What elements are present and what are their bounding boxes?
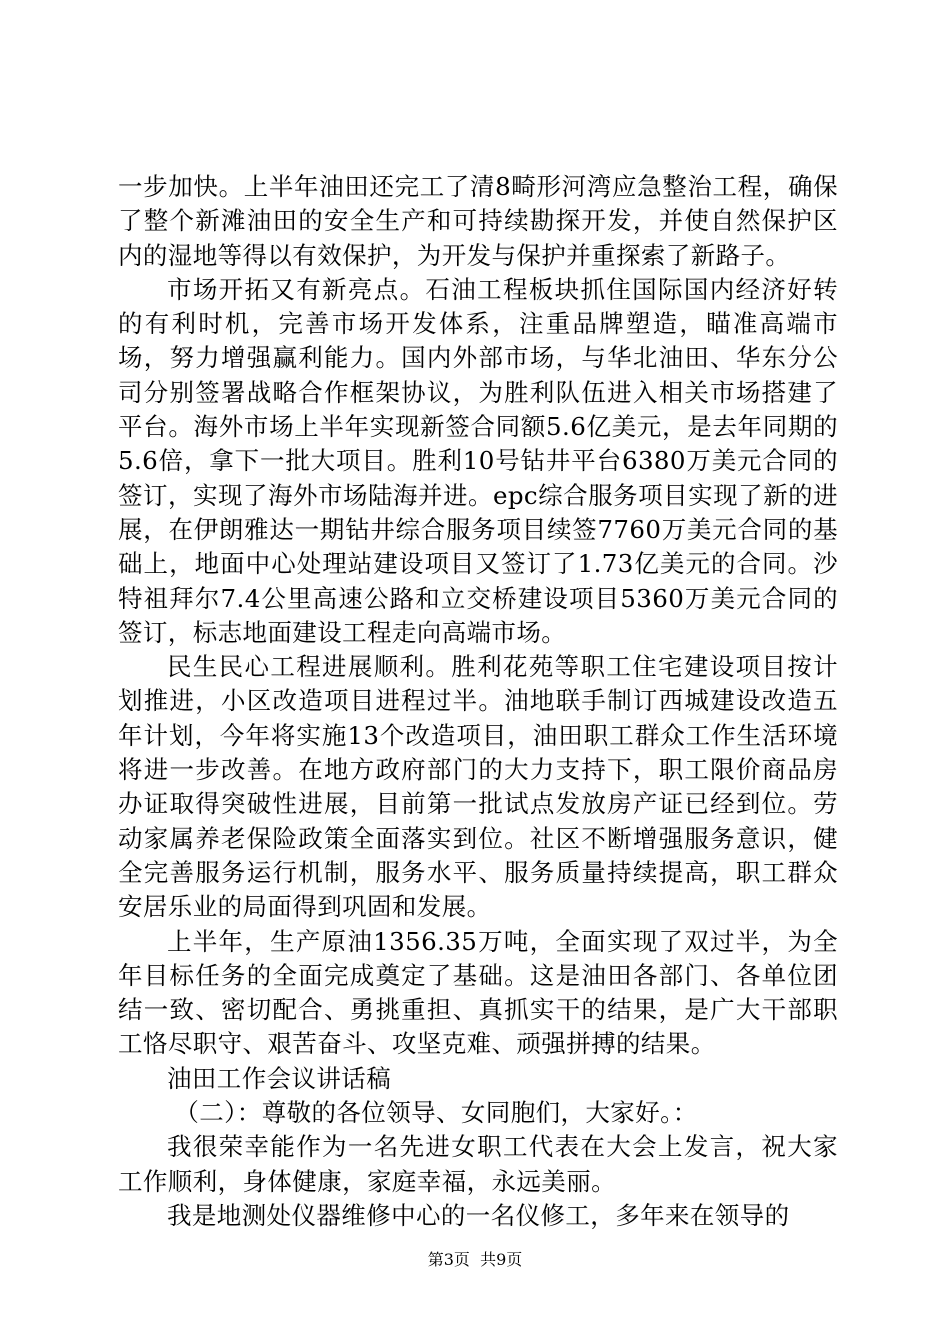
paragraph-half-year-output: 上半年，生产原油1356.35万吨，全面实现了双过半，为全年目标任务的全面完成奠定了基础。这是油田各部门、各单位团结一致、密切配合、勇挑重担、真抓实干的结果，是广大干部职工恪尽职守、艰苦奋斗、攻坚克难、顽强拼搏的结果。	[118, 926, 838, 1059]
paragraph-continuation: 一步加快。上半年油田还完工了清8畸形河湾应急整治工程，确保了整个新滩油田的安全生产和可持续勘探开发，并使自然保护区内的湿地等得以有效保护，为开发与保护并重探索了新路子。	[118, 172, 838, 270]
paragraph-livelihood-projects: 民生民心工程进展顺利。胜利花苑等职工住宅建设项目按计划推进，小区改造项目进程过半。油地联手制订西城建设改造五年计划，今年将实施13个改造项目，油田职工群众工作生活环境将进一步改善。在地方政府部门的大力支持下，职工限价商品房办证取得突破性进展，目前第一批试点发放房产证已经到位。劳动家属养老保险政策全面落实到位。社区不断增强服务意识，健全完善服务运行机制，服务水平、服务质量持续提高，职工群众安居乐业的局面得到巩固和发展。	[118, 652, 838, 922]
page-number-footer: 第3页 共9页	[427, 1250, 523, 1269]
document-body	[118, 170, 838, 1233]
paragraph-speech-intro: 我很荣幸能作为一名先进女职工代表在大会上发言，祝大家工作顺利，身体健康，家庭幸福，永远美丽。	[118, 1132, 838, 1196]
paragraph-speech-self: 我是地测处仪器维修中心的一名仪修工，多年来在领导的	[167, 1200, 790, 1230]
paragraph-market-expansion: 市场开拓又有新亮点。石油工程板块抓住国际国内经济好转的有利时机，完善市场开发体系，注重品牌塑造，瞄准高端市场，努力增强赢利能力。国内外部市场，与华北油田、华东分公司分别签署战略合作框架协议，为胜利队伍进入相关市场搭建了平台。海外市场上半年实现新签合同额5.6亿美元，是去年同期的5.6倍，拿下一批大项目。胜利10号钻井平台6380万美元合同的签订，实现了海外市场陆海并进。epc综合服务项目实现了新的进展，在伊朗雅达一期钻井综合服务项目续签7760万美元合同的基础上，地面中心处理站建设项目又签订了1.73亿美元的合同。沙特祖拜尔7.4公里高速公路和立交桥建设项目5360万美元合同的签订，标志地面建设工程走向高端市场。	[118, 274, 838, 647]
section-title: 油田工作会议讲话稿	[167, 1063, 392, 1093]
speech-greeting: （二）：尊敬的各位领导、女同胞们，大家好。：	[174, 1098, 698, 1128]
